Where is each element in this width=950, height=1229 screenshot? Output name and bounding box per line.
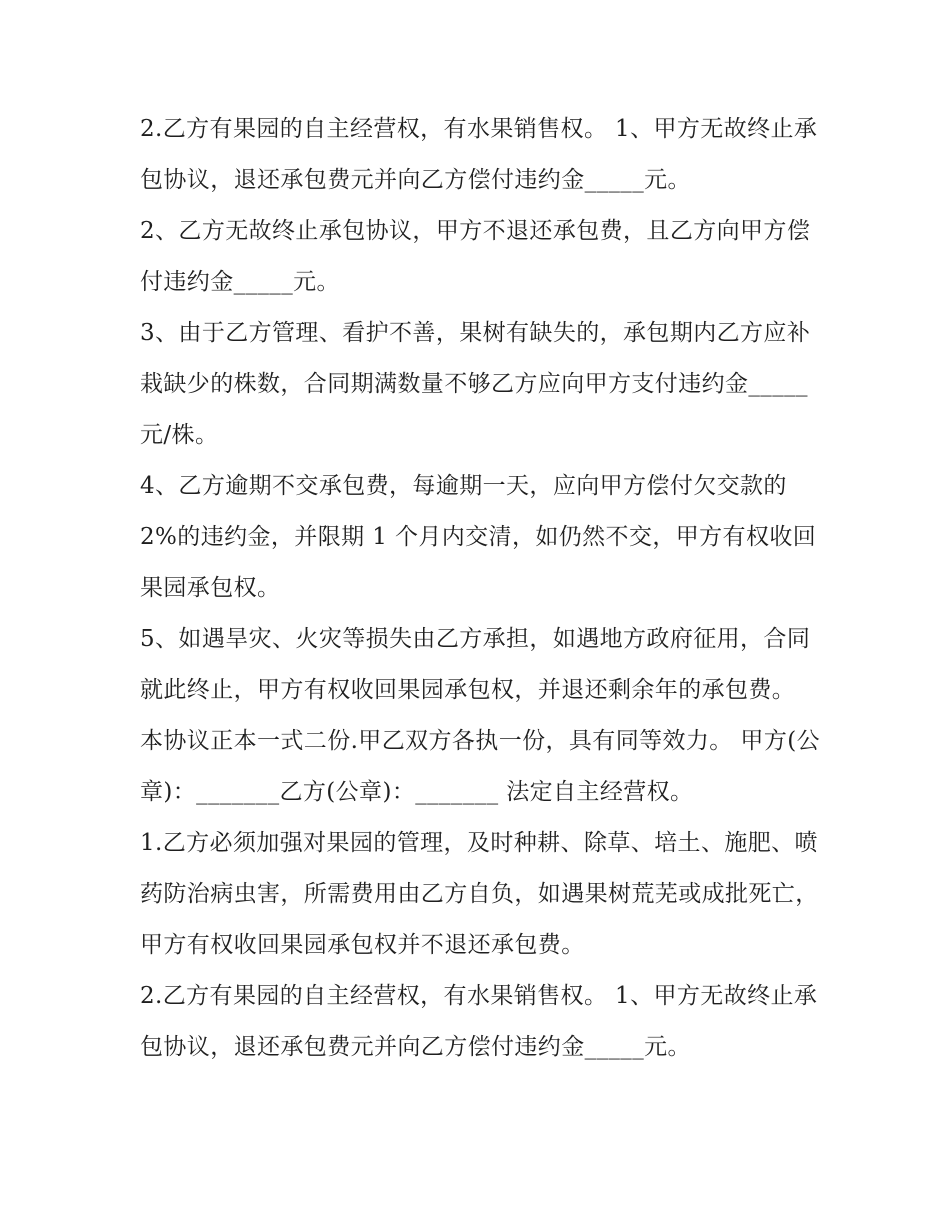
paragraph-2: 2、乙方无故终止承包协议，甲方不退还承包费，且乙方向甲方偿付违约金_____元。 bbox=[140, 218, 811, 295]
paragraph-4: 4、乙方逾期不交承包费，每逾期一天，应向甲方偿付欠交款的 2%的违约金，并限期 1 个月内交清，如仍然不交，甲方有权收回果园承包权。 bbox=[140, 473, 817, 601]
paragraph-3: 3、由于乙方管理、看护不善，果树有缺失的，承包期内乙方应补栽缺少的株数，合同期满数量不够乙方应向甲方支付违约金_____元/株。 bbox=[140, 320, 811, 448]
paragraph-5: 5、如遇旱灾、火灾等损失由乙方承担，如遇地方政府征用，合同就此终止，甲方有权收回果园承包权，并退还剩余年的承包费。 bbox=[140, 626, 811, 703]
paragraph-8: 2.乙方有果园的自主经营权，有水果销售权。 1、甲方无故终止承包协议，退还承包费元并向乙方偿付违约金_____元。 bbox=[140, 983, 818, 1060]
document-body bbox=[140, 104, 820, 1073]
paragraph-6: 本协议正本一式二份.甲乙双方各执一份，具有同等效力。 甲方(公章)：_______乙方(公章)：_______ 法定自主经营权。 bbox=[140, 728, 820, 805]
paragraph-7: 1.乙方必须加强对果园的管理，及时种耕、除草、培土、施肥、喷药防治病虫害，所需费用由乙方自负，如遇果树荒芜或成批死亡，甲方有权收回果园承包权并不退还承包费。 bbox=[140, 830, 819, 958]
paragraph-1: 2.乙方有果园的自主经营权，有水果销售权。 1、甲方无故终止承包协议，退还承包费元并向乙方偿付违约金_____元。 bbox=[140, 116, 818, 193]
